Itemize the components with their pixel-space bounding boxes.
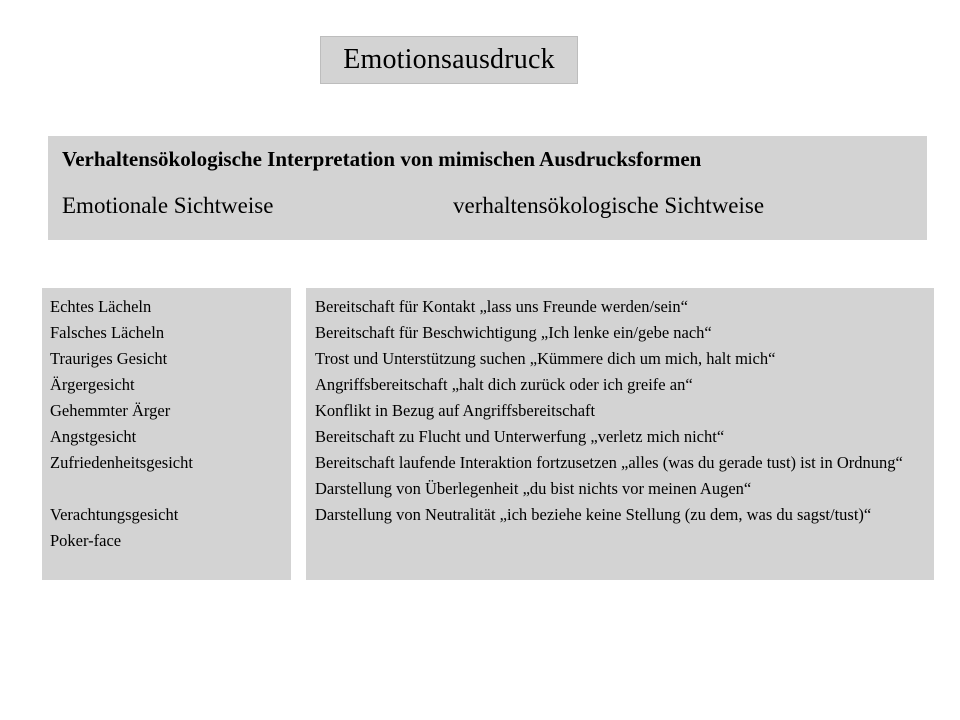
header-title: Verhaltensökologische Interpretation von mimischen Ausdrucksformen bbox=[62, 147, 702, 171]
ecological-interpretation-list bbox=[315, 294, 925, 528]
emotional-item: Zufriedenheitsgesicht bbox=[50, 453, 193, 472]
emotional-item: Gehemmter Ärger bbox=[50, 401, 171, 420]
emotional-view-heading: Emotionale Sichtweise bbox=[62, 193, 274, 218]
ecological-view-heading: verhaltensökologische Sichtweise bbox=[453, 193, 765, 218]
emotional-view-panel bbox=[42, 288, 291, 580]
ecological-item: Angriffsbereitschaft „halt dich zurück oder ich greife an“ bbox=[315, 375, 693, 394]
emotional-item: Echtes Lächeln bbox=[50, 297, 152, 316]
ecological-item: Bereitschaft zu Flucht und Unterwerfung „verletz mich nicht“ bbox=[315, 427, 725, 446]
list-spacer bbox=[50, 476, 283, 502]
ecological-item: Darstellung von Überlegenheit „du bist nichts vor meinen Augen“ bbox=[315, 479, 752, 498]
emotional-expression-list bbox=[50, 294, 283, 554]
emotional-item: Ärgergesicht bbox=[50, 375, 135, 394]
emotional-item: Trauriges Gesicht bbox=[50, 349, 168, 368]
emotional-item: Falsches Lächeln bbox=[50, 323, 165, 342]
ecological-item: Konflikt in Bezug auf Angriffsbereitschaft bbox=[315, 401, 596, 420]
ecological-view-panel bbox=[306, 288, 934, 580]
column-headings bbox=[62, 192, 913, 220]
emotional-item: Poker-face bbox=[50, 531, 122, 550]
emotional-item: Angstgesicht bbox=[50, 427, 137, 446]
ecological-item: Bereitschaft laufende Interaktion fortzusetzen „alles (was du gerade tust) ist in Ordnung“ bbox=[315, 453, 903, 472]
slide-title: Emotionsausdruck bbox=[320, 36, 578, 84]
ecological-item: Bereitschaft für Kontakt „lass uns Freunde werden/sein“ bbox=[315, 297, 688, 316]
ecological-item: Bereitschaft für Beschwichtigung „Ich lenke ein/gebe nach“ bbox=[315, 323, 712, 342]
ecological-item: Darstellung von Neutralität „ich beziehe keine Stellung (zu dem, was du sagst/tust)“ bbox=[315, 505, 872, 524]
header-panel bbox=[48, 136, 927, 240]
emotional-item: Verachtungsgesicht bbox=[50, 505, 179, 524]
ecological-item: Trost und Unterstützung suchen „Kümmere dich um mich, halt mich“ bbox=[315, 349, 776, 368]
